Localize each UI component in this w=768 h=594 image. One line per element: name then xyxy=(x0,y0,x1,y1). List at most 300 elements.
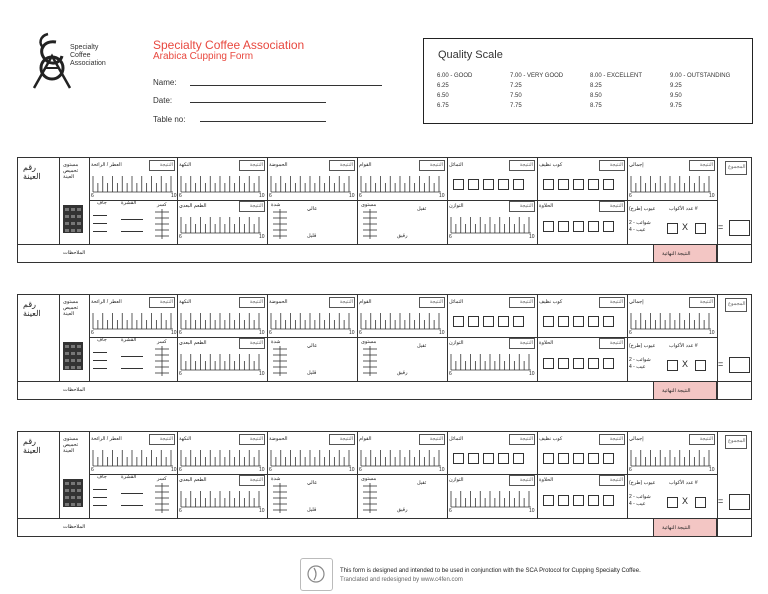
q-item: 6.25 xyxy=(437,83,449,89)
body-label: القوام xyxy=(359,299,372,305)
score-label: النتيجة xyxy=(609,203,623,209)
score-label: النتيجة xyxy=(609,162,623,168)
cup-checkbox[interactable] xyxy=(588,453,599,464)
roast-level-label: مستوى تحميص العينة xyxy=(63,299,79,317)
roast-level-swatches[interactable] xyxy=(63,205,83,233)
equals-sign: = xyxy=(718,222,724,232)
balance-label: التوازن xyxy=(449,477,464,483)
aftertaste-scale[interactable] xyxy=(179,489,265,514)
scale-min: 6 xyxy=(359,467,362,473)
cup-checkbox[interactable] xyxy=(483,453,494,464)
final-score-input[interactable] xyxy=(717,244,752,263)
table-no-label: Table no: xyxy=(153,115,186,124)
scale-min: 6 xyxy=(269,193,272,199)
score-box[interactable] xyxy=(689,434,715,445)
scale-max: 10 xyxy=(529,371,535,377)
final-score-cell xyxy=(653,244,717,263)
body-level-label: مستوى xyxy=(361,202,377,208)
score-box[interactable] xyxy=(509,201,535,212)
times-sign: X xyxy=(682,496,689,506)
scale-max: 10 xyxy=(529,234,535,240)
footer-note: This form is designed and intended to be used in conjunction with the SCA Protocol for Cupping Specialty Coffee. xyxy=(340,568,641,574)
q-item: 6.00 - GOOD xyxy=(437,73,473,79)
final-score-input[interactable] xyxy=(717,518,752,537)
q-item: 7.50 xyxy=(510,93,522,99)
score-box[interactable] xyxy=(509,475,535,486)
total-label: المجموع xyxy=(728,301,746,307)
defects-label: عيوب (طرح) xyxy=(629,480,656,486)
balance-label: التوازن xyxy=(449,340,464,346)
clean-cup-label: كوب نظيف xyxy=(539,299,563,305)
break-label: كسر xyxy=(157,339,167,345)
cup-checkbox[interactable] xyxy=(543,358,554,369)
q-item: 7.25 xyxy=(510,83,522,89)
score-box[interactable] xyxy=(419,160,445,171)
score-box[interactable] xyxy=(239,201,265,212)
acidity-low-label: قليل xyxy=(307,233,317,239)
score-label: النتيجة xyxy=(519,477,533,483)
scale-min: 6 xyxy=(91,330,94,336)
dry-label: جاف xyxy=(97,337,107,343)
q-item: 6.75 xyxy=(437,103,449,109)
cup-checkbox[interactable] xyxy=(543,316,554,327)
translator-logo-icon xyxy=(300,558,333,591)
cup-checkbox[interactable] xyxy=(603,358,614,369)
scale-min: 6 xyxy=(449,234,452,240)
scale-max: 10 xyxy=(439,193,445,199)
overall-label: إجمالي xyxy=(629,299,644,305)
times-sign: X xyxy=(682,359,689,369)
quality-col-good xyxy=(437,71,472,111)
final-score-label: النتيجة النهائية xyxy=(662,525,691,531)
form-title: Specialty Coffee Association xyxy=(153,38,305,52)
body-level-label: مستوى xyxy=(361,339,377,345)
clean-cup-label: كوب نظيف xyxy=(539,162,563,168)
fragrance-label: العطر / الرائحة xyxy=(91,436,122,442)
flavor-label: النكهة xyxy=(179,436,192,442)
quality-col-outstanding xyxy=(670,71,730,111)
total-score-box[interactable] xyxy=(725,435,747,449)
acidity-scale[interactable] xyxy=(269,311,355,336)
defects-total-box[interactable] xyxy=(729,357,750,373)
flavor-scale[interactable] xyxy=(179,311,265,336)
equals-sign: = xyxy=(718,496,724,506)
q-item: 8.25 xyxy=(590,83,602,89)
q-item: 8.75 xyxy=(590,103,602,109)
intensity-scale[interactable] xyxy=(273,346,287,376)
cup-checkbox[interactable] xyxy=(468,179,479,190)
score-label: النتيجة xyxy=(609,340,623,346)
total-label: المجموع xyxy=(728,164,746,170)
score-box[interactable] xyxy=(149,297,175,308)
scale-max: 10 xyxy=(171,467,177,473)
q-item: 6.50 xyxy=(437,93,449,99)
scale-max: 10 xyxy=(349,330,355,336)
table-no-field[interactable] xyxy=(200,121,326,122)
cup-checkbox[interactable] xyxy=(603,495,614,506)
score-label: النتيجة xyxy=(339,162,353,168)
cupping-sheet-3 xyxy=(17,431,752,543)
final-score-input[interactable] xyxy=(717,381,752,400)
roast-level-label: مستوى تحميص العينة xyxy=(63,436,79,454)
body-scale[interactable] xyxy=(359,311,445,336)
defect-type-box[interactable] xyxy=(667,360,678,371)
cups-label: عدد الأكواب # xyxy=(669,343,698,349)
scale-min: 6 xyxy=(269,467,272,473)
acidity-intensity-label: شدة xyxy=(271,339,281,345)
aftertaste-scale[interactable] xyxy=(179,352,265,377)
score-box[interactable] xyxy=(419,297,445,308)
score-label: النتيجة xyxy=(609,477,623,483)
equals-sign: = xyxy=(718,359,724,369)
defects-label: عيوب (طرح) xyxy=(629,343,656,349)
score-box[interactable] xyxy=(599,201,625,212)
balance-scale[interactable] xyxy=(449,489,535,514)
scale-max: 10 xyxy=(709,330,715,336)
scale-max: 10 xyxy=(259,467,265,473)
defect-cups-box[interactable] xyxy=(695,497,706,508)
cup-checkbox[interactable] xyxy=(468,453,479,464)
cup-checkbox[interactable] xyxy=(543,179,554,190)
roast-level-label: مستوى تحميص العينة xyxy=(63,162,79,180)
overall-scale[interactable] xyxy=(629,311,715,336)
cup-checkbox[interactable] xyxy=(603,453,614,464)
scale-min: 6 xyxy=(449,508,452,514)
fragrance-scale[interactable] xyxy=(91,311,177,336)
aftertaste-label: الطعم البعدي xyxy=(179,340,207,346)
cup-checkbox[interactable] xyxy=(558,453,569,464)
scale-min: 6 xyxy=(629,330,632,336)
score-label: النتيجة xyxy=(249,340,263,346)
q-item: 7.75 xyxy=(510,103,522,109)
crust-label: القشرة xyxy=(121,200,137,206)
cup-checkbox[interactable] xyxy=(588,358,599,369)
score-label: النتيجة xyxy=(699,162,713,168)
crust-label: القشرة xyxy=(121,337,137,343)
scale-max: 10 xyxy=(171,330,177,336)
score-label: النتيجة xyxy=(519,340,533,346)
score-label: النتيجة xyxy=(159,436,173,442)
cup-checkbox[interactable] xyxy=(543,453,554,464)
acidity-low-label: قليل xyxy=(307,370,317,376)
taint-label: 2 - شوائب xyxy=(629,494,651,500)
balance-scale[interactable] xyxy=(449,352,535,377)
taint-label: 2 - شوائب xyxy=(629,357,651,363)
taint-label: 2 - شوائب xyxy=(629,220,651,226)
defect-cups-box[interactable] xyxy=(695,360,706,371)
fault-label: 4 - عيب xyxy=(629,501,646,507)
cup-checkbox[interactable] xyxy=(588,316,599,327)
date-label: Date: xyxy=(153,96,173,105)
body-thin-label: رقيق xyxy=(397,233,408,239)
flavor-label: النكهة xyxy=(179,162,192,168)
intensity-scale[interactable] xyxy=(155,209,169,239)
scale-min: 6 xyxy=(179,508,182,514)
body-scale[interactable] xyxy=(359,174,445,199)
scale-min: 6 xyxy=(179,330,182,336)
break-label: كسر xyxy=(157,476,167,482)
flavor-label: النكهة xyxy=(179,299,192,305)
score-box[interactable] xyxy=(599,160,625,171)
cup-checkbox[interactable] xyxy=(603,179,614,190)
score-box[interactable] xyxy=(599,475,625,486)
score-label: النتيجة xyxy=(249,203,263,209)
acidity-high-label: عالي xyxy=(307,480,318,486)
cup-checkbox[interactable] xyxy=(453,316,464,327)
score-box[interactable] xyxy=(329,434,355,445)
times-sign: X xyxy=(682,222,689,232)
scale-max: 10 xyxy=(259,371,265,377)
defect-type-box[interactable] xyxy=(667,497,678,508)
intensity-scale[interactable] xyxy=(363,209,377,239)
form-subtitle: Arabica Cupping Form xyxy=(153,51,254,62)
body-heavy-label: ثقيل xyxy=(417,343,427,349)
fragrance-scale[interactable] xyxy=(91,448,177,473)
score-label: النتيجة xyxy=(429,162,443,168)
cup-checkbox[interactable] xyxy=(468,316,479,327)
intensity-scale[interactable] xyxy=(273,483,287,513)
scale-max: 10 xyxy=(171,193,177,199)
cup-checkbox[interactable] xyxy=(588,495,599,506)
sweetness-label: الحلاوة xyxy=(539,477,554,483)
acidity-intensity-label: شدة xyxy=(271,476,281,482)
scale-max: 10 xyxy=(259,330,265,336)
score-box[interactable] xyxy=(689,297,715,308)
break-label: كسر xyxy=(157,202,167,208)
cup-checkbox[interactable] xyxy=(558,221,569,232)
score-label: النتيجة xyxy=(339,299,353,305)
cup-checkbox[interactable] xyxy=(513,453,524,464)
q-item: 8.50 xyxy=(590,93,602,99)
cup-checkbox[interactable] xyxy=(558,316,569,327)
defects-label: عيوب (طرح) xyxy=(629,206,656,212)
score-label: النتيجة xyxy=(699,436,713,442)
fragrance-label: العطر / الرائحة xyxy=(91,162,122,168)
total-score-box[interactable] xyxy=(725,161,747,175)
score-box[interactable] xyxy=(329,297,355,308)
balance-scale[interactable] xyxy=(449,215,535,240)
cup-checkbox[interactable] xyxy=(513,179,524,190)
cups-label: عدد الأكواب # xyxy=(669,206,698,212)
score-box[interactable] xyxy=(239,297,265,308)
score-label: النتيجة xyxy=(519,436,533,442)
score-box[interactable] xyxy=(599,297,625,308)
score-label: النتيجة xyxy=(519,162,533,168)
score-label: النتيجة xyxy=(159,299,173,305)
cup-checkbox[interactable] xyxy=(573,179,584,190)
q-item: 7.00 - VERY GOOD xyxy=(510,73,564,79)
scale-min: 6 xyxy=(359,330,362,336)
cup-checkbox[interactable] xyxy=(588,179,599,190)
scale-max: 10 xyxy=(709,193,715,199)
notes-label: الملاحظات xyxy=(63,524,86,530)
cup-checkbox[interactable] xyxy=(513,316,524,327)
scale-min: 6 xyxy=(269,330,272,336)
score-label: النتيجة xyxy=(699,299,713,305)
body-thin-label: رقيق xyxy=(397,507,408,513)
roast-level-swatches[interactable] xyxy=(63,342,83,370)
crust-label: القشرة xyxy=(121,474,137,480)
scale-min: 6 xyxy=(91,193,94,199)
score-label: النتيجة xyxy=(249,162,263,168)
score-label: النتيجة xyxy=(609,436,623,442)
body-thin-label: رقيق xyxy=(397,370,408,376)
score-box[interactable] xyxy=(509,434,535,445)
cup-checkbox[interactable] xyxy=(483,179,494,190)
overall-scale[interactable] xyxy=(629,448,715,473)
sample-no-label: رقم العينة xyxy=(23,300,41,318)
flavor-scale[interactable] xyxy=(179,174,265,199)
acidity-label: الحموضة xyxy=(269,436,288,442)
aftertaste-label: الطعم البعدي xyxy=(179,203,207,209)
scale-min: 6 xyxy=(629,467,632,473)
scale-max: 10 xyxy=(349,193,355,199)
cup-checkbox[interactable] xyxy=(498,179,509,190)
cup-checkbox[interactable] xyxy=(543,221,554,232)
clean-cup-label: كوب نظيف xyxy=(539,436,563,442)
acidity-intensity-label: شدة xyxy=(271,202,281,208)
score-box[interactable] xyxy=(599,338,625,349)
acidity-high-label: عالي xyxy=(307,206,318,212)
intensity-scale[interactable] xyxy=(155,483,169,513)
acidity-low-label: قليل xyxy=(307,507,317,513)
score-label: النتيجة xyxy=(519,203,533,209)
defect-type-box[interactable] xyxy=(667,223,678,234)
defects-total-box[interactable] xyxy=(729,220,750,236)
intensity-scale[interactable] xyxy=(363,483,377,513)
date-field[interactable] xyxy=(190,102,326,103)
body-heavy-label: ثقيل xyxy=(417,206,427,212)
body-label: القوام xyxy=(359,162,372,168)
score-box[interactable] xyxy=(239,475,265,486)
cup-checkbox[interactable] xyxy=(603,221,614,232)
cup-checkbox[interactable] xyxy=(603,316,614,327)
name-field[interactable] xyxy=(190,85,382,86)
score-label: النتيجة xyxy=(429,436,443,442)
score-label: النتيجة xyxy=(519,299,533,305)
cup-checkbox[interactable] xyxy=(558,179,569,190)
score-box[interactable] xyxy=(599,434,625,445)
intensity-scale[interactable] xyxy=(363,346,377,376)
score-box[interactable] xyxy=(149,434,175,445)
cup-checkbox[interactable] xyxy=(573,453,584,464)
cup-checkbox[interactable] xyxy=(483,316,494,327)
score-label: النتيجة xyxy=(429,299,443,305)
cups-label: عدد الأكواب # xyxy=(669,480,698,486)
score-box[interactable] xyxy=(419,434,445,445)
cup-checkbox[interactable] xyxy=(573,221,584,232)
cup-checkbox[interactable] xyxy=(498,453,509,464)
acidity-high-label: عالي xyxy=(307,343,318,349)
overall-label: إجمالي xyxy=(629,436,644,442)
fragrance-scale[interactable] xyxy=(91,174,177,199)
cup-checkbox[interactable] xyxy=(558,358,569,369)
score-label: النتيجة xyxy=(609,299,623,305)
aftertaste-label: الطعم البعدي xyxy=(179,477,207,483)
notes-label: الملاحظات xyxy=(63,250,86,256)
score-label: النتيجة xyxy=(249,299,263,305)
scale-max: 10 xyxy=(259,193,265,199)
fault-label: 4 - عيب xyxy=(629,227,646,233)
final-score-cell xyxy=(653,381,717,400)
q-item: 9.75 xyxy=(670,103,682,109)
cup-checkbox[interactable] xyxy=(573,316,584,327)
q-item: 9.00 - OUTSTANDING xyxy=(670,73,731,79)
org-line-3: Association xyxy=(70,60,106,67)
cup-checkbox[interactable] xyxy=(588,221,599,232)
score-box[interactable] xyxy=(509,338,535,349)
score-box[interactable] xyxy=(239,160,265,171)
body-level-label: مستوى xyxy=(361,476,377,482)
acidity-scale[interactable] xyxy=(269,174,355,199)
dry-label: جاف xyxy=(97,200,107,206)
defects-total-box[interactable] xyxy=(729,494,750,510)
fragrance-label: العطر / الرائحة xyxy=(91,299,122,305)
cup-checkbox[interactable] xyxy=(453,179,464,190)
cup-checkbox[interactable] xyxy=(558,495,569,506)
balance-label: التوازن xyxy=(449,203,464,209)
scale-min: 6 xyxy=(179,193,182,199)
scale-min: 6 xyxy=(179,234,182,240)
cup-checkbox[interactable] xyxy=(573,495,584,506)
uniformity-label: التماثل xyxy=(449,436,464,442)
cup-checkbox[interactable] xyxy=(543,495,554,506)
defect-cups-box[interactable] xyxy=(695,223,706,234)
score-box[interactable] xyxy=(239,434,265,445)
score-label: النتيجة xyxy=(339,436,353,442)
scale-max: 10 xyxy=(259,508,265,514)
scale-min: 6 xyxy=(91,467,94,473)
score-box[interactable] xyxy=(689,160,715,171)
score-box[interactable] xyxy=(509,160,535,171)
overall-scale[interactable] xyxy=(629,174,715,199)
scale-min: 6 xyxy=(179,371,182,377)
footer-credit: Tranclated and redesigned by www.c4fen.com xyxy=(340,577,463,583)
cup-checkbox[interactable] xyxy=(573,358,584,369)
flavor-scale[interactable] xyxy=(179,448,265,473)
score-box[interactable] xyxy=(149,160,175,171)
acidity-label: الحموضة xyxy=(269,162,288,168)
score-label: النتيجة xyxy=(249,477,263,483)
fault-label: 4 - عيب xyxy=(629,364,646,370)
org-line-2: Coffee xyxy=(70,52,91,59)
aftertaste-scale[interactable] xyxy=(179,215,265,240)
intensity-scale[interactable] xyxy=(273,209,287,239)
score-box[interactable] xyxy=(509,297,535,308)
scale-min: 6 xyxy=(449,371,452,377)
cup-checkbox[interactable] xyxy=(498,316,509,327)
body-scale[interactable] xyxy=(359,448,445,473)
score-box[interactable] xyxy=(329,160,355,171)
quality-col-very-good xyxy=(510,71,563,111)
acidity-scale[interactable] xyxy=(269,448,355,473)
final-score-label: النتيجة النهائية xyxy=(662,388,691,394)
sample-no-label: رقم العينة xyxy=(23,163,41,181)
scale-max: 10 xyxy=(349,467,355,473)
roast-level-swatches[interactable] xyxy=(63,479,83,507)
total-label: المجموع xyxy=(728,438,746,444)
quality-scale-title: Quality Scale xyxy=(438,49,503,61)
total-score-box[interactable] xyxy=(725,298,747,312)
notes-label: الملاحظات xyxy=(63,387,86,393)
body-heavy-label: ثقيل xyxy=(417,480,427,486)
intensity-scale[interactable] xyxy=(155,346,169,376)
cup-checkbox[interactable] xyxy=(453,453,464,464)
quality-col-excellent xyxy=(590,71,642,111)
final-score-cell xyxy=(653,518,717,537)
q-item: 9.50 xyxy=(670,93,682,99)
score-box[interactable] xyxy=(239,338,265,349)
